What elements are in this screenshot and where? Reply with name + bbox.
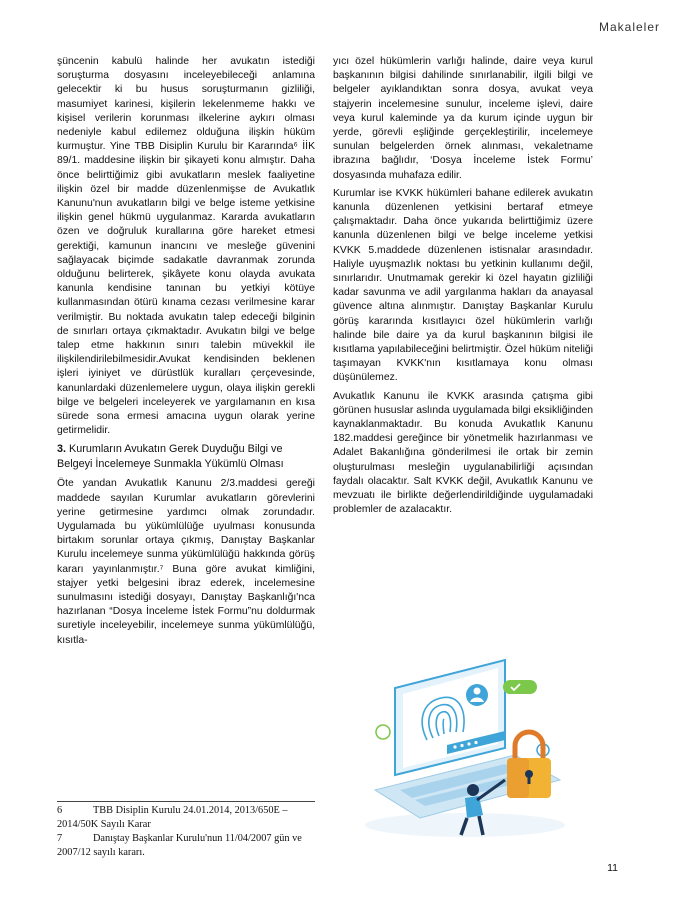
paragraph: Avukatlık Kanunu ile KVKK arasında çatışma gibi görünen hususlar aslında uygulamada bilgi eksikliğinden kaynaklanmaktadır. Bu konuda Avukatlık Kanunu 182.maddesi gereğince bir yönetmelik hazırlanması ve Adalet Bakanlığına gönderilmesi ile ortak bir zemin oluşturulması mesleğin uygulanabilirliği açısından faydalı olacaktır. Salt KVKK değil, Avukatlık Kanunu ve mevzuatı ile birlikte değerlendirildiğinde uygulamadaki problemler de azalacaktır. xyxy=(333,390,593,516)
footnote-text: TBB Disiplin Kurulu 24.01.2014, 2013/650E – 2014/50K Sayılı Karar xyxy=(57,805,288,830)
data-security-illustration-icon xyxy=(355,640,575,840)
section-header: Makaleler xyxy=(598,20,660,34)
paragraph: yıcı özel hükümlerin varlığı halinde, daire veya kurul başkanının bilgisi dahilinde sınırlanabilir, ilgili bilgi ve belgeler ayıklandıktan sonra dosya, avukat veya stajyerin incelemesine sunulur, inceleme işlevi, daire veya kurul kaleminde ya da kurum içinde uygun bir yerde, görevli eşliğinde gerçekleştirilir, incelemeye sunulan belgelerden örnek alınması, vekaletname ibrazına bağlıdır, ‘Dosya İnceleme İstek Formu’ dosyasında muhafaza edilir. xyxy=(333,56,593,181)
page-number: 11 xyxy=(607,862,618,874)
footnote-number: 7 xyxy=(57,833,63,844)
footnotes xyxy=(57,801,315,860)
heading-number: 3. xyxy=(57,443,67,456)
footnote xyxy=(57,832,315,860)
right-column xyxy=(333,55,593,522)
footnote-text: Danıştay Başkanlar Kurulu'nun 11/04/2007 gün ve 2007/12 sayılı kararı. xyxy=(57,833,302,858)
left-column xyxy=(57,55,315,652)
paragraph: Öte yandan Avukatlık Kanunu 2/3.maddesi gereği maddede sayılan Kurumlar avukatların görevlerini yerine getirmesine yardımcı olmak zorundadır. Uygulamada bu yükümlülüğe uyulması konusunda birtakım sorunlar ortaya çıkmış, Danıştay Başkanlar Kurulu incelemeye sunma yükümlülüğü hakkında görüş kararı yayınlanmıştır.⁷ Buna göre avukat kimliğini, stajyer yetki belgesini ibraz ederek, incelemesine sunulmasını istediği dosyayı, Danıştay Başkanlığı'nca hazırlanan “Dosya İnceleme İstek Formu”nu doldurmak suretiyle inceleyebilir, incelemeye sunma yükümlülüğü, kısıtla- xyxy=(57,478,315,646)
heading-text: Kurumların Avukatın Gerek Duyduğu Bilgi ve Belgeyi İncelemeye Sunmakla Yükümlü Olması xyxy=(57,443,284,470)
paragraph: şüncenin kabulü halinde her avukatın istediği soruşturma dosyasını inceleyebileceği anlamına gelecektir ki bu husus soruşturmanın gizliliği, masumiyet karinesi, kişilerin lekelenmeme hakkı ve kişisel verilerin korunması ilkelerine aykırı olması nedeniyle kabul edilemez olduğuna ilişkin hüküm kurmuştur. Yine TBB Disiplin Kurulu bir Kararında⁶ İİK 89/1. maddesine ilişkin bir şikayeti konu almıştır. Daha önce belirttiğimiz gibi avukatların meslek faaliyetine ilişkin özel bir madde düzenlenmişse de Avukatlık Kanunu'nun avukatların bilgi ve belge isteme yetkisine ilişkin genel hükmü uygulanmaz. Kararda avukatların özen ve doğruluk kurallarına göre hareket etmesi gerektiği, kamunun inancını ve mesleğe güvenini sağlayacak biçimde sadakatle davranmak zorunda olduğunu belirterek, şikâyete konu olayda avukata kanunla kendisine tanınan bu yetkiyi kötüye kullanmasından ötürü kınama cezası verilmesine karar verilmiştir. Bu noktada avukatın talep edeceği bilginin de sınırları ortaya çıkmaktadır. Avukatın bilgi ve belge talep etme hakkının sınırı talebin müvekkil ile ilişkilendirilebilmesidir.Avukat kendisinden beklenen işleri iyiniyet ve dürüstlük kuralları çerçevesinde, kanunlardaki düzenlemelere uygun, olaya ilişkin gerekli bilge ve belgeleri inceleyerek ve yargılamanın en kısa sürede sona ermesi amacına uygun olarak yerine getirmelidir. xyxy=(57,56,315,437)
footnote-number: 6 xyxy=(57,805,63,816)
paragraph: Kurumlar ise KVKK hükümleri bahane edilerek avukatın kanunla düzenlenen yetkisini bertaraf etmeye çalışmaktadır. Daha önce yukarıda belirttiğimiz üzere kanunla düzenlenen bilgi ve belge inceleme yetkisi KVKK 5.maddede düzenlenen istisnalar arasındadır. Haliyle uyuşmazlık noktası bu yetkinin kullanımı değil, sınırlarıdır. Unutmamak gerekir ki özel hayatın gizliliği kadar savunma ve adil yargılanma hakları da anayasal güvence altına alınmıştır. Danıştay Başkanlar Kurulu görüş kararında kısıtlayıcı özel hükümlerin varlığı halinde bile daire ya da kurul başkanının bilgisi ile kısıtlama yapılabileceğini belirtmiştir. Özel hüküm niteliği taşımayan KVKK'nın kısıtlamaya konu olması düşünülemez. xyxy=(333,187,593,384)
footnote xyxy=(57,804,315,832)
section-heading xyxy=(57,442,315,471)
